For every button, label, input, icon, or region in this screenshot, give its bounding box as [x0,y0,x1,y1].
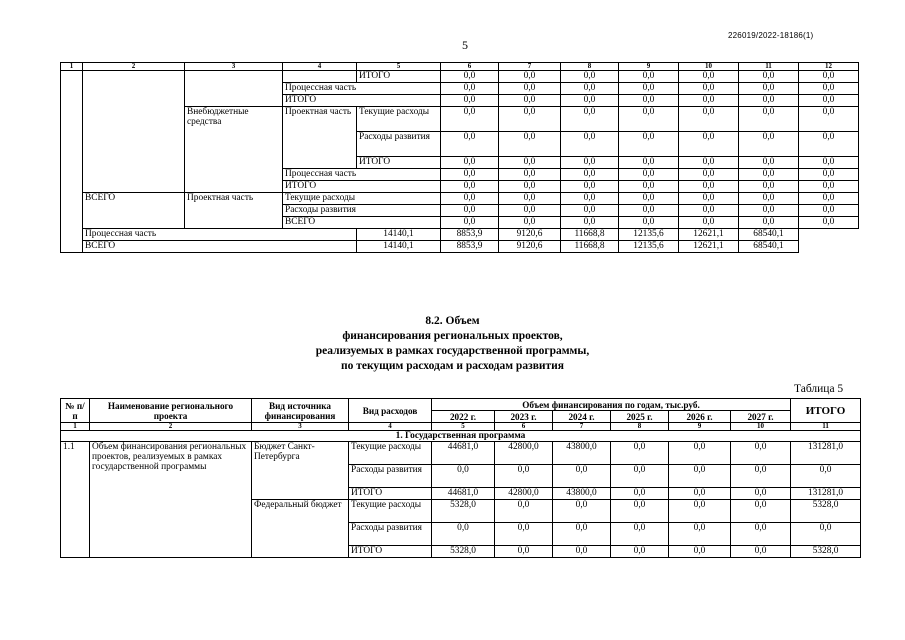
value-cell: 0,0 [553,500,611,523]
value-cell: 0,0 [669,465,731,488]
value-cell: 0,0 [679,132,739,157]
value-cell: 0,0 [499,217,561,229]
value-cell: 0,0 [619,71,679,83]
heading-line: 8.2. Объем [425,315,480,327]
part-label: ВСЕГО [83,241,357,253]
value-cell: 8853,9 [441,229,499,241]
header-col-number: 11 [739,63,799,71]
value-cell: 0,0 [495,523,553,546]
value-cell: 5328,0 [432,546,495,558]
value-cell: 43800,0 [553,442,611,465]
value-cell: 11668,8 [561,229,619,241]
value-cell: 0,0 [441,193,499,205]
header-col-number: 9 [669,423,731,431]
header-col-number: 4 [349,423,432,431]
value-cell: 0,0 [561,107,619,132]
value-cell: 0,0 [799,107,859,132]
value-cell: 0,0 [619,205,679,217]
header-col-number: 12 [799,63,859,71]
value-cell: 14140,1 [357,229,441,241]
value-cell: 0,0 [731,488,791,500]
table-label: Таблица 5 [794,383,844,395]
project-name: Объем финансирования региональных проектов, реализуемых в рамках государственной программы [90,442,252,558]
value-cell: 0,0 [679,157,739,169]
total-label: ВСЕГО [83,193,185,229]
value-cell: 0,0 [553,523,611,546]
value-cell: 0,0 [799,205,859,217]
header-col-number: 11 [791,423,861,431]
value-cell: 0,0 [739,193,799,205]
value-cell: 12135,6 [619,241,679,253]
value-cell: 42800,0 [495,442,553,465]
value-cell: 0,0 [611,500,669,523]
value-cell: 0,0 [731,523,791,546]
value-cell: 0,0 [799,132,859,157]
value-cell: 0,0 [561,217,619,229]
value-cell: 131281,0 [791,442,861,465]
value-cell: 0,0 [561,157,619,169]
value-cell: 0,0 [499,83,561,95]
header-year: 2027 г. [731,411,791,423]
header-year: 2023 г. [495,411,553,423]
value-cell: 0,0 [739,181,799,193]
header-year: 2022 г. [432,411,495,423]
type-label: Текущие расходы [283,193,441,205]
expense-type: Расходы развития [349,465,432,488]
value-cell: 9120,6 [499,229,561,241]
value-cell: 0,0 [611,442,669,465]
header-name: Наименование регионального проекта [90,399,252,423]
value-cell: 0,0 [499,107,561,132]
expense-type: ИТОГО [349,488,432,500]
value-cell: 0,0 [731,500,791,523]
header-col-number: 2 [83,63,185,71]
value-cell: 131281,0 [791,488,861,500]
header-col-number: 6 [495,423,553,431]
value-cell: 5328,0 [791,500,861,523]
header-total: ИТОГО [791,399,861,423]
value-cell: 0,0 [495,546,553,558]
value-cell: 0,0 [561,169,619,181]
value-cell: 43800,0 [553,488,611,500]
type-label: Расходы развития [357,132,441,157]
value-cell: 0,0 [499,181,561,193]
header-year: 2025 г. [611,411,669,423]
header-volume: Объем финансирования по годам, тыс.руб. [432,399,791,411]
header-col-number: 2 [90,423,252,431]
value-cell: 68540,1 [739,229,799,241]
value-cell: 0,0 [739,71,799,83]
value-cell: 0,0 [561,95,619,107]
value-cell: 14140,1 [357,241,441,253]
value-cell: 12621,1 [679,229,739,241]
value-cell: 5328,0 [791,546,861,558]
table-row [61,442,861,465]
value-cell: 0,0 [619,169,679,181]
expense-type: Текущие расходы [349,500,432,523]
value-cell: 0,0 [669,523,731,546]
value-cell: 0,0 [441,95,499,107]
value-cell: 0,0 [799,193,859,205]
value-cell: 0,0 [679,95,739,107]
value-cell: 12135,6 [619,229,679,241]
value-cell: 0,0 [499,169,561,181]
heading-line: по текущим расходам и расходам развития [340,360,565,372]
value-cell: 0,0 [441,181,499,193]
value-cell: 0,0 [799,217,859,229]
value-cell: 0,0 [619,181,679,193]
value-cell: 68540,1 [739,241,799,253]
part-label: Проектная часть [283,107,357,169]
value-cell: 12621,1 [679,241,739,253]
header-col-number: 5 [357,63,441,71]
value-cell: 0,0 [499,205,561,217]
value-cell: 0,0 [619,107,679,132]
value-cell: 0,0 [611,546,669,558]
table-row [61,229,859,241]
header-col-number: 3 [252,423,349,431]
value-cell: 0,0 [495,500,553,523]
table-row [61,193,859,205]
value-cell: 0,0 [561,132,619,157]
value-cell: 0,0 [441,83,499,95]
header-col-number: 5 [432,423,495,431]
type-label: ИТОГО [357,157,441,169]
col3-cell [185,71,283,107]
value-cell: 0,0 [441,157,499,169]
value-cell: 42800,0 [495,488,553,500]
value-cell: 0,0 [679,217,739,229]
value-cell: 0,0 [611,465,669,488]
value-cell: 0,0 [441,205,499,217]
value-cell: 0,0 [441,71,499,83]
value-cell: 0,0 [731,442,791,465]
value-cell: 0,0 [739,107,799,132]
value-cell: 0,0 [679,83,739,95]
value-cell: 0,0 [791,523,861,546]
header-type: Вид расходов [349,399,432,423]
value-cell: 0,0 [731,546,791,558]
value-cell: 0,0 [561,193,619,205]
value-cell: 0,0 [432,523,495,546]
document-id: 226019/2022-18186(1) [728,31,814,40]
value-cell: 0,0 [679,193,739,205]
value-cell: 0,0 [799,181,859,193]
expense-type: ИТОГО [349,546,432,558]
section-heading [0,314,905,374]
header-col-number: 10 [679,63,739,71]
financing-table [60,398,861,558]
value-cell: 0,0 [441,107,499,132]
type-label: Процессная часть [283,83,441,95]
value-cell: 0,0 [499,157,561,169]
value-cell: 0,0 [499,95,561,107]
value-cell: 11668,8 [561,241,619,253]
value-cell: 0,0 [561,181,619,193]
value-cell: 0,0 [561,205,619,217]
header-year: 2024 г. [553,411,611,423]
col2-cell [83,71,185,193]
heading-line: финансирования региональных проектов, [342,330,563,342]
value-cell: 9120,6 [499,241,561,253]
value-cell: 0,0 [679,107,739,132]
col1-cell [61,71,83,253]
value-cell: 0,0 [669,488,731,500]
value-cell: 0,0 [495,465,553,488]
value-cell: 0,0 [619,132,679,157]
value-cell: 0,0 [619,83,679,95]
value-cell: 0,0 [739,83,799,95]
value-cell: 0,0 [619,193,679,205]
type-label: ИТОГО [283,95,441,107]
part-label: Процессная часть [83,229,357,241]
value-cell: 0,0 [669,442,731,465]
header-col-number: 1 [61,63,83,71]
type-label: Процессная часть [283,169,441,181]
value-cell: 8853,9 [441,241,499,253]
funding-source: Федеральный бюджет [252,500,349,558]
continuation-table [60,62,859,253]
value-cell: 0,0 [619,217,679,229]
value-cell: 0,0 [499,71,561,83]
table-row [61,71,859,83]
item-number: 1.1 [61,442,90,558]
value-cell: 0,0 [739,95,799,107]
header-source: Вид источника финансирования [252,399,349,423]
value-cell: 0,0 [619,157,679,169]
value-cell: 0,0 [739,205,799,217]
value-cell: 0,0 [441,132,499,157]
value-cell: 0,0 [669,500,731,523]
value-cell: 0,0 [561,83,619,95]
value-cell: 0,0 [739,169,799,181]
header-col-number: 1 [61,423,90,431]
col4-cell [283,71,357,83]
value-cell: 0,0 [799,83,859,95]
header-col-number: 9 [619,63,679,71]
value-cell: 0,0 [499,193,561,205]
value-cell: 5328,0 [432,500,495,523]
value-cell: 0,0 [611,523,669,546]
value-cell: 0,0 [679,71,739,83]
header-col-number: 8 [561,63,619,71]
value-cell: 0,0 [799,71,859,83]
expense-type: Текущие расходы [349,442,432,465]
type-label: ВСЕГО [283,217,441,229]
value-cell: 0,0 [679,205,739,217]
value-cell: 0,0 [679,181,739,193]
value-cell: 0,0 [499,132,561,157]
header-num: № п/п [61,399,90,423]
value-cell: 0,0 [731,465,791,488]
value-cell: 44681,0 [432,442,495,465]
value-cell: 0,0 [799,169,859,181]
value-cell: 0,0 [739,132,799,157]
header-col-number: 3 [185,63,283,71]
source-label: Внебюджетные средства [185,107,283,193]
page-number: 5 [462,38,468,52]
value-cell: 0,0 [791,465,861,488]
value-cell: 0,0 [679,169,739,181]
value-cell: 0,0 [553,546,611,558]
value-cell: 44681,0 [432,488,495,500]
header-col-number: 4 [283,63,357,71]
value-cell: 0,0 [619,95,679,107]
header-col-number: 10 [731,423,791,431]
header-col-number: 7 [499,63,561,71]
value-cell: 0,0 [441,169,499,181]
header-col-number: 8 [611,423,669,431]
section-title: 1. Государственная программа [61,431,861,442]
type-label: Расходы развития [283,205,441,217]
header-col-number: 6 [441,63,499,71]
part-label: Проектная часть [185,193,283,229]
value-cell: 0,0 [739,157,799,169]
value-cell: 0,0 [553,465,611,488]
type-label: ИТОГО [357,71,441,83]
value-cell: 0,0 [611,488,669,500]
type-label: Текущие расходы [357,107,441,132]
header-year: 2026 г. [669,411,731,423]
type-label: ИТОГО [283,181,441,193]
value-cell: 0,0 [441,217,499,229]
header-col-number: 7 [553,423,611,431]
value-cell: 0,0 [432,465,495,488]
table-row [61,241,859,253]
value-cell: 0,0 [739,217,799,229]
value-cell: 0,0 [561,71,619,83]
value-cell: 0,0 [669,546,731,558]
heading-line: реализуемых в рамках государственной программы, [315,345,590,357]
expense-type: Расходы развития [349,523,432,546]
funding-source: Бюджет Санкт-Петербурга [252,442,349,500]
value-cell: 0,0 [799,95,859,107]
value-cell: 0,0 [799,157,859,169]
